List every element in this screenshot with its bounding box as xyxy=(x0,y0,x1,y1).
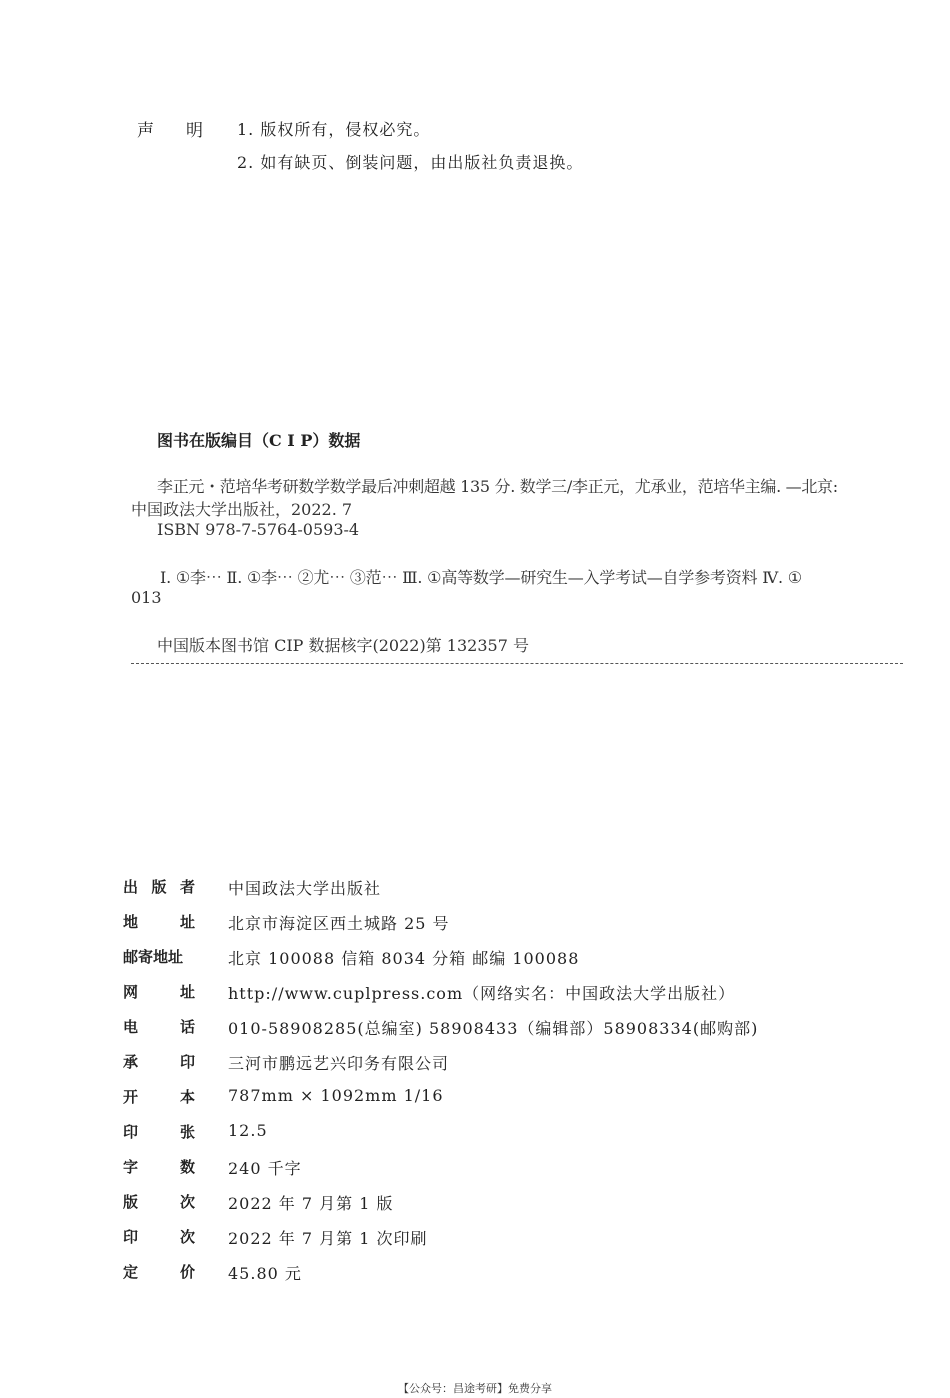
info-label-char: 电 xyxy=(123,1018,139,1036)
info-label-char: 印 xyxy=(123,1228,139,1246)
info-label-char: 数 xyxy=(179,1158,195,1176)
info-label xyxy=(123,911,195,932)
info-label-char: 版 xyxy=(151,878,167,896)
info-value: 787mm × 1092mm 1/16 xyxy=(228,1086,444,1105)
cip-classification: Ⅰ. ①李⋯ Ⅱ. ①李⋯ ②尤⋯ ③范⋯ Ⅲ. ①高等数学—研究生—入学考试—自学参考资料 Ⅳ. ① xyxy=(160,568,802,587)
info-label xyxy=(123,1261,195,1282)
info-value: 北京市海淀区西土城路 25 号 xyxy=(228,914,450,933)
info-label xyxy=(123,981,195,1002)
info-value: 三河市鹏远艺兴印务有限公司 xyxy=(228,1054,450,1073)
declaration-label-char: 明 xyxy=(186,121,205,141)
info-label xyxy=(123,1191,195,1212)
info-label xyxy=(123,1086,195,1107)
info-label xyxy=(123,1051,195,1072)
info-label xyxy=(123,1226,195,1247)
cip-classification-cont: 013 xyxy=(131,588,162,607)
cip-verification: 中国版本图书馆 CIP 数据核字(2022)第 132357 号 xyxy=(157,636,529,655)
info-label-char: 印 xyxy=(179,1053,195,1071)
info-label-char: 价 xyxy=(179,1263,195,1281)
cip-isbn: ISBN 978-7-5764-0593-4 xyxy=(157,520,360,539)
declaration-label-char: 声 xyxy=(137,121,156,141)
info-label-char: 次 xyxy=(179,1228,195,1246)
info-label xyxy=(123,1121,195,1142)
info-label xyxy=(123,1016,195,1037)
info-label-char: 址 xyxy=(179,983,195,1001)
cip-publisher-line: 中国政法大学出版社，2022. 7 xyxy=(131,500,353,519)
footer-note: 【公众号：昌途考研】免费分享 xyxy=(398,1382,552,1395)
cip-title-line: 李正元・范培华考研数学数学最后冲刺超越 135 分. 数学三/李正元，尤承业，范培华主编. —北京: xyxy=(157,477,838,496)
info-label-char: 话 xyxy=(179,1018,195,1036)
info-label-char: 定 xyxy=(123,1263,139,1281)
info-label-char: 地 xyxy=(123,913,139,931)
info-value: 240 千字 xyxy=(228,1159,302,1178)
info-label-char: 版 xyxy=(123,1193,139,1211)
info-label-char: 字 xyxy=(123,1158,139,1176)
info-value: 2022 年 7 月第 1 次印刷 xyxy=(228,1229,428,1248)
info-label xyxy=(123,876,195,897)
declaration-item: 2. 如有缺页、倒装问题，由出版社负责退换。 xyxy=(237,153,584,172)
info-label-char: 网 xyxy=(123,983,139,1001)
info-label-char: 张 xyxy=(179,1123,195,1141)
info-value: 中国政法大学出版社 xyxy=(228,879,382,898)
info-label-char: 次 xyxy=(179,1193,195,1211)
cip-heading: 图书在版编目（C I P）数据 xyxy=(157,431,361,450)
info-value: http://www.cuplpress.com（网络实名：中国政法大学出版社） xyxy=(228,984,736,1003)
info-value: 北京 100088 信箱 8034 分箱 邮编 100088 xyxy=(228,949,580,968)
info-value: 12.5 xyxy=(228,1121,268,1140)
info-label-char: 者 xyxy=(179,878,195,896)
info-label-char: 邮寄地址 xyxy=(123,948,184,966)
info-label xyxy=(123,946,195,967)
info-label-char: 本 xyxy=(179,1088,195,1106)
declaration-label xyxy=(137,116,205,141)
info-value: 2022 年 7 月第 1 版 xyxy=(228,1194,394,1213)
info-label-char: 承 xyxy=(123,1053,139,1071)
info-label-char: 印 xyxy=(123,1123,139,1141)
info-label-char: 址 xyxy=(179,913,195,931)
declaration-item: 1. 版权所有，侵权必究。 xyxy=(237,120,431,139)
info-value: 010-58908285(总编室) 58908433（编辑部）58908334(邮购部) xyxy=(228,1019,759,1038)
info-value: 45.80 元 xyxy=(228,1264,302,1283)
info-label xyxy=(123,1156,195,1177)
info-label-char: 开 xyxy=(123,1088,139,1106)
divider xyxy=(131,663,903,664)
info-label-char: 出 xyxy=(123,878,139,896)
